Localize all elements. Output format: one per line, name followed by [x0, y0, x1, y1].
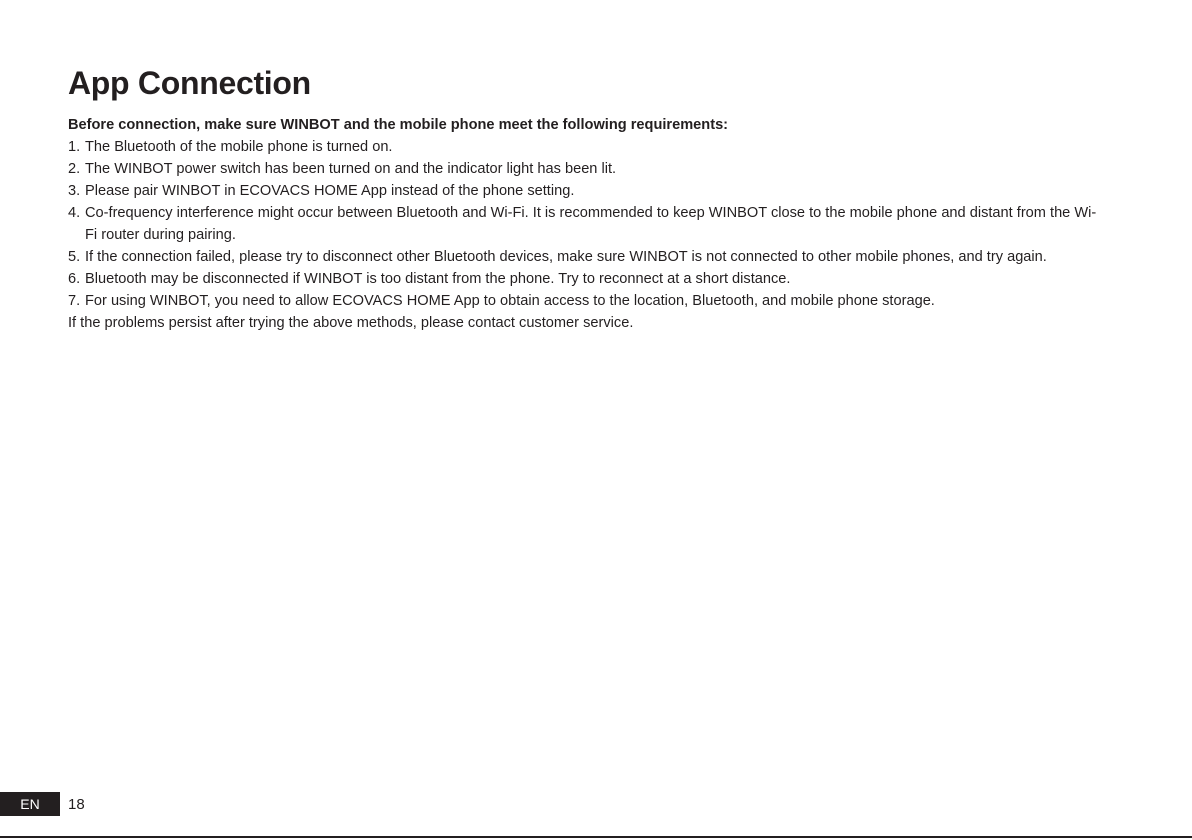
requirement-text: Bluetooth may be disconnected if WINBOT is too distant from the phone. Try to reconnect at a short distance. [85, 271, 791, 287]
requirement-item [68, 136, 1108, 158]
requirement-number: 5. [68, 249, 81, 265]
requirement-text: The WINBOT power switch has been turned on and the indicator light has been lit. [85, 161, 617, 177]
requirement-text: Co-frequency interference might occur between Bluetooth and Wi-Fi. It is recommended to keep WINBOT close to the mobile phone and distant from the Wi-Fi router during pairing. [85, 205, 1097, 243]
bottom-divider [0, 836, 1192, 838]
footnote-text: If the problems persist after trying the above methods, please contact customer service. [68, 315, 634, 331]
requirement-text: For using WINBOT, you need to allow ECOVACS HOME App to obtain access to the location, Bluetooth, and mobile phone storage. [85, 293, 935, 309]
requirement-number: 4. [68, 205, 81, 221]
page-title: App Connection [68, 65, 311, 101]
intro-text: Before connection, make sure WINBOT and the mobile phone meet the following requirements: [68, 117, 729, 133]
requirement-number: 2. [68, 161, 81, 177]
language-badge: EN [0, 792, 60, 816]
requirement-text: The Bluetooth of the mobile phone is turned on. [85, 139, 393, 155]
requirement-number: 7. [68, 293, 81, 309]
requirement-item [68, 180, 1108, 202]
page-number: 18 [68, 795, 85, 813]
requirement-item [68, 290, 1108, 312]
requirement-text: Please pair WINBOT in ECOVACS HOME App instead of the phone setting. [85, 183, 575, 199]
requirement-number: 3. [68, 183, 81, 199]
page-footer [0, 792, 85, 816]
requirement-text: If the connection failed, please try to disconnect other Bluetooth devices, make sure WINBOT is not connected to other mobile phones, and try again. [85, 249, 1047, 265]
requirement-item [68, 246, 1108, 268]
content-body [68, 114, 1108, 334]
requirements-list [68, 136, 1108, 312]
requirement-item [68, 268, 1108, 290]
requirement-number: 1. [68, 139, 81, 155]
requirement-number: 6. [68, 271, 81, 287]
requirement-item [68, 158, 1108, 180]
requirement-item [68, 202, 1108, 246]
